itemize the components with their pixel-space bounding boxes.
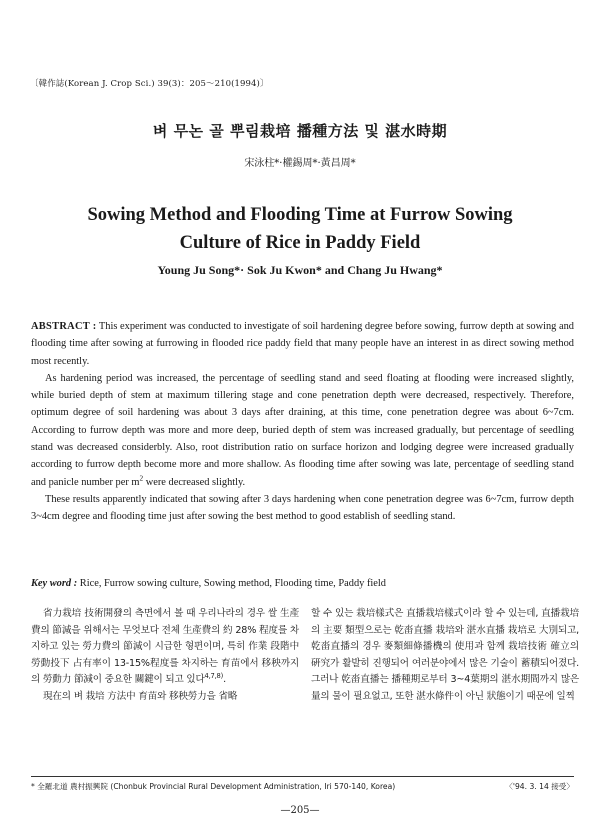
body-paragraph-1 <box>31 606 299 689</box>
english-title-line-2: Culture of Rice in Paddy Field <box>179 233 421 253</box>
keyword-text: Rice, Furrow sowing culture, Sowing method, Flooding time, Paddy field <box>77 578 386 589</box>
journal-reference: 〔韓作誌(Korean J. Crop Sci.) 39(3)：205～210(1994)〕 <box>30 79 269 89</box>
body-column-left <box>31 606 299 705</box>
korean-title: 벼 무논 골 뿌림栽培 播種方法 및 湛水時期 <box>152 122 448 140</box>
abstract-paragraph-2-text: As hardening period was increased, the percentage of seedling stand and seed floating at flooding were increased slightly, while buried depth of stem at maximum tillering stage and cone penetration depth were decreased, respectively. Therefore, optimum degree of soil hardening was about 3 days after draining, at this time, cone penetration degree was about 6~7cm. According to furrow depth was more and more deep, buried depth of stem was increased gradually, but percentage of seedling stand was decreased considerbly. Also, root distribution ratio on surface horizon and lodging degree were increased gradually according to furrow depth become more and more shallow. As flooding time after sowing was late, percentage of seedling stand and panicle number per m <box>31 372 574 488</box>
english-title <box>0 201 600 257</box>
body-paragraph-1-text: 省力栽培 技術開發의 측면에서 볼 때 우리나라의 경우 쌀 生產費의 節減을 위해서는 무엇보다 전체 生產費의 約 28% 程度를 차지하고 있는 勞力費의 節減이 시급한 형편이며, 특히 作業 段階中 勞動投下 占有率이 13-15%程度를 차지하는 育苗에서 移秧까지의 勞動力 節減이 중요한 關鍵이 되고 있다 <box>31 608 299 685</box>
citation-superscript: 4,7,8) <box>204 671 224 680</box>
abstract-paragraph-3: These results apparently indicated that sowing after 3 days hardening when cone penetration degree was 6~7cm, furrow depth 3~4cm degree and flooding time just after sowing the best method to good establish of seedling stand. <box>31 493 574 523</box>
abstract-label: ABSTRACT : <box>31 321 97 332</box>
footnote-divider <box>31 776 574 777</box>
page-number: —205— <box>280 805 320 816</box>
body-paragraph-1-end: . <box>223 674 226 685</box>
received-date: 〈'94. 3. 14 接受〉 <box>505 782 574 791</box>
footnote <box>31 781 574 792</box>
abstract-paragraph-2 <box>31 370 574 491</box>
abstract <box>31 318 574 526</box>
affiliation-footnote: * 全羅北道 農村振興院 (Chonbuk Provincial Rural Development Administration, Iri 570-140, Korea) <box>31 782 396 791</box>
abstract-paragraph-2-end: were decreased slightly. <box>143 476 246 488</box>
keywords <box>31 578 574 589</box>
keyword-label: Key word : <box>31 578 78 589</box>
abstract-paragraph-1 <box>31 318 574 370</box>
superscript-2: 2 <box>139 474 144 483</box>
korean-authors: 宋泳柱*·權錫周*·黃昌周* <box>244 158 356 169</box>
english-title-line-1: Sowing Method and Flooding Time at Furrow Sowing <box>87 205 513 225</box>
body-column-right <box>311 606 579 705</box>
body-paragraph-3: 할 수 있는 栽培樣式은 直播栽培樣式이라 할 수 있는데, 直播栽培의 主要 類型으로는 乾畓直播 栽培와 湛水直播 栽培로 大別되고, 乾畓直播의 경우 麥類細條播機의 使用과 함께 栽培技術 確立의 硏究가 활발히 진행되어 여러분야에서 많은 기술이 蓄積되어졌다. 그러나 乾畓直播는 播種期로부터 3~4葉期의 湛水期間까지 많은 量의 물이 필요없고, 또한 湛水條件이 아닌 狀態이기 때문에 일찍 <box>311 608 579 702</box>
body-paragraph-2: 現在의 벼 栽培 方法中 育苗와 移秧勞力을 省略 <box>43 690 238 702</box>
abstract-paragraph-1-text: This experiment was conducted to investigate of soil hardening degree before sowing, furrow depth at sowing and flooding time after sowing at furrowing in flooded rice paddy field that many people have an interest in as direct sowing method most recently. <box>31 321 574 367</box>
english-authors: Young Ju Song*· Sok Ju Kwon* and Chang Ju Hwang* <box>157 263 443 277</box>
